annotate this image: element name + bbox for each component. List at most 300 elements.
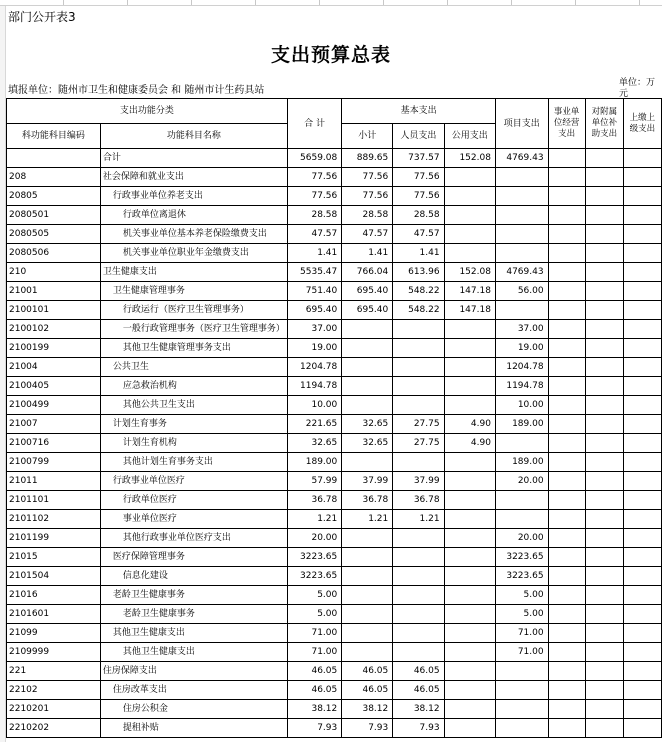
cell-sub: 77.56 [342, 168, 393, 187]
cell-code: 21015 [7, 548, 101, 567]
cell-code: 2100101 [7, 301, 101, 320]
cell-per: 548.22 [393, 282, 444, 301]
table-row [7, 491, 662, 510]
cell-per: 1.21 [393, 510, 444, 529]
cell-upper [623, 529, 661, 548]
cell-proj: 20.00 [495, 529, 548, 548]
cell-total: 10.00 [287, 396, 341, 415]
cell-per [393, 453, 444, 472]
cell-subsidy [585, 472, 623, 491]
table-row [7, 225, 662, 244]
cell-upper [623, 358, 661, 377]
cell-per: 737.57 [393, 149, 444, 168]
cell-pub [444, 453, 495, 472]
cell-ent [548, 643, 585, 662]
cell-code: 2100199 [7, 339, 101, 358]
cell-code: 2210201 [7, 700, 101, 719]
cell-pub [444, 681, 495, 700]
cell-upper [623, 282, 661, 301]
cell-pub [444, 624, 495, 643]
cell-pub [444, 510, 495, 529]
cell-per: 77.56 [393, 187, 444, 206]
cell-subsidy [585, 282, 623, 301]
cell-per [393, 529, 444, 548]
cell-per: 27.75 [393, 415, 444, 434]
table-row [7, 244, 662, 263]
cell-ent [548, 301, 585, 320]
cell-pub [444, 548, 495, 567]
cell-proj: 189.00 [495, 453, 548, 472]
cell-code: 2210202 [7, 719, 101, 738]
table-row [7, 149, 662, 168]
filling-unit: 填报单位：随州市卫生和健康委员会 和 随州市计生药具站 [8, 85, 265, 96]
cell-proj [495, 168, 548, 187]
cell-name: 机关事业单位基本养老保险缴费支出 [100, 225, 287, 244]
cell-name: 提租补贴 [100, 719, 287, 738]
cell-name: 公共卫生 [100, 358, 287, 377]
budget-table [6, 98, 662, 738]
cell-total: 77.56 [287, 168, 341, 187]
header-public: 公用支出 [444, 124, 495, 149]
cell-total: 5659.08 [287, 149, 341, 168]
cell-subsidy [585, 586, 623, 605]
cell-subsidy [585, 624, 623, 643]
cell-ent [548, 339, 585, 358]
cell-total: 47.57 [287, 225, 341, 244]
cell-total: 1.41 [287, 244, 341, 263]
table-row [7, 415, 662, 434]
table-row [7, 282, 662, 301]
cell-per: 47.57 [393, 225, 444, 244]
cell-code: 2109999 [7, 643, 101, 662]
cell-proj: 189.00 [495, 415, 548, 434]
cell-ent [548, 244, 585, 263]
cell-code: 22102 [7, 681, 101, 700]
table-tag: 部门公开表3 [8, 10, 76, 24]
cell-code [7, 149, 101, 168]
header-upper: 上缴上级支出 [623, 99, 661, 149]
cell-per [393, 377, 444, 396]
cell-name: 机关事业单位职业年金缴费支出 [100, 244, 287, 263]
cell-name: 一般行政管理事务（医疗卫生管理事务） [100, 320, 287, 339]
cell-sub: 38.12 [342, 700, 393, 719]
cell-subsidy [585, 700, 623, 719]
cell-upper [623, 415, 661, 434]
cell-ent [548, 472, 585, 491]
cell-subsidy [585, 187, 623, 206]
cell-subsidy [585, 643, 623, 662]
cell-subsidy [585, 510, 623, 529]
cell-sub: 37.99 [342, 472, 393, 491]
cell-sub [342, 643, 393, 662]
cell-pub [444, 700, 495, 719]
cell-per [393, 643, 444, 662]
cell-subsidy [585, 396, 623, 415]
cell-ent [548, 453, 585, 472]
cell-name: 计划生育事务 [100, 415, 287, 434]
header-subtotal: 小计 [342, 124, 393, 149]
cell-sub [342, 624, 393, 643]
cell-total: 38.12 [287, 700, 341, 719]
header-project: 项目支出 [495, 99, 548, 149]
table-row [7, 681, 662, 700]
cell-proj [495, 510, 548, 529]
cell-name: 老龄卫生健康事务 [100, 605, 287, 624]
cell-subsidy [585, 206, 623, 225]
cell-proj [495, 719, 548, 738]
cell-name: 行政单位医疗 [100, 491, 287, 510]
cell-upper [623, 719, 661, 738]
cell-code: 208 [7, 168, 101, 187]
cell-total: 20.00 [287, 529, 341, 548]
cell-pub: 147.18 [444, 282, 495, 301]
cell-proj [495, 187, 548, 206]
cell-proj [495, 206, 548, 225]
cell-pub: 4.90 [444, 415, 495, 434]
cell-proj [495, 244, 548, 263]
cell-per: 36.78 [393, 491, 444, 510]
cell-code: 2100799 [7, 453, 101, 472]
cell-subsidy [585, 225, 623, 244]
cell-per: 28.58 [393, 206, 444, 225]
cell-name: 其他卫生健康支出 [100, 643, 287, 662]
cell-code: 2101199 [7, 529, 101, 548]
cell-pub [444, 586, 495, 605]
cell-per: 37.99 [393, 472, 444, 491]
cell-upper [623, 548, 661, 567]
cell-pub [444, 339, 495, 358]
cell-name: 其他行政事业单位医疗支出 [100, 529, 287, 548]
cell-ent [548, 149, 585, 168]
cell-total: 37.00 [287, 320, 341, 339]
cell-subsidy [585, 301, 623, 320]
cell-sub [342, 605, 393, 624]
cell-subsidy [585, 662, 623, 681]
cell-proj: 3223.65 [495, 567, 548, 586]
cell-subsidy [585, 453, 623, 472]
cell-ent [548, 358, 585, 377]
cell-subsidy [585, 168, 623, 187]
cell-pub [444, 396, 495, 415]
cell-sub: 1.21 [342, 510, 393, 529]
cell-upper [623, 225, 661, 244]
cell-upper [623, 491, 661, 510]
cell-subsidy [585, 377, 623, 396]
cell-total: 5535.47 [287, 263, 341, 282]
cell-total: 19.00 [287, 339, 341, 358]
cell-ent [548, 377, 585, 396]
cell-ent [548, 168, 585, 187]
header-enterprise: 事业单位经营支出 [548, 99, 585, 149]
cell-subsidy [585, 681, 623, 700]
header-func-class: 支出功能分类 [7, 99, 288, 124]
cell-sub: 695.40 [342, 282, 393, 301]
cell-pub: 152.08 [444, 263, 495, 282]
cell-code: 2101601 [7, 605, 101, 624]
cell-total: 46.05 [287, 662, 341, 681]
cell-name: 行政单位离退休 [100, 206, 287, 225]
cell-subsidy [585, 244, 623, 263]
cell-ent [548, 396, 585, 415]
cell-total: 71.00 [287, 643, 341, 662]
cell-code: 2101101 [7, 491, 101, 510]
cell-per [393, 320, 444, 339]
cell-sub [342, 567, 393, 586]
table-row [7, 472, 662, 491]
cell-sub: 32.65 [342, 434, 393, 453]
cell-sub [342, 396, 393, 415]
cell-subsidy [585, 149, 623, 168]
cell-per: 548.22 [393, 301, 444, 320]
cell-upper [623, 396, 661, 415]
cell-pub [444, 605, 495, 624]
cell-upper [623, 168, 661, 187]
table-row [7, 358, 662, 377]
cell-upper [623, 244, 661, 263]
cell-name: 其他计划生育事务支出 [100, 453, 287, 472]
cell-pub: 152.08 [444, 149, 495, 168]
cell-proj [495, 301, 548, 320]
cell-upper [623, 624, 661, 643]
cell-code: 2101504 [7, 567, 101, 586]
cell-name: 行政事业单位医疗 [100, 472, 287, 491]
cell-per: 7.93 [393, 719, 444, 738]
header-personnel: 人员支出 [393, 124, 444, 149]
cell-pub [444, 491, 495, 510]
cell-subsidy [585, 529, 623, 548]
cell-sub: 46.05 [342, 662, 393, 681]
cell-code: 21016 [7, 586, 101, 605]
cell-per [393, 586, 444, 605]
cell-upper [623, 700, 661, 719]
cell-sub: 46.05 [342, 681, 393, 700]
cell-proj: 4769.43 [495, 263, 548, 282]
cell-proj: 19.00 [495, 339, 548, 358]
cell-sub: 889.65 [342, 149, 393, 168]
cell-pub [444, 320, 495, 339]
cell-upper [623, 586, 661, 605]
cell-subsidy [585, 320, 623, 339]
cell-total: 57.99 [287, 472, 341, 491]
cell-sub: 28.58 [342, 206, 393, 225]
cell-proj: 20.00 [495, 472, 548, 491]
cell-proj [495, 700, 548, 719]
table-row [7, 510, 662, 529]
cell-total: 3223.65 [287, 548, 341, 567]
cell-total: 46.05 [287, 681, 341, 700]
cell-ent [548, 700, 585, 719]
table-row [7, 529, 662, 548]
cell-sub [342, 358, 393, 377]
cell-subsidy [585, 434, 623, 453]
cell-code: 21011 [7, 472, 101, 491]
cell-subsidy [585, 415, 623, 434]
cell-proj: 37.00 [495, 320, 548, 339]
cell-sub [342, 453, 393, 472]
cell-name: 计划生育机构 [100, 434, 287, 453]
header-code: 科功能科目编码 [7, 124, 101, 149]
cell-ent [548, 548, 585, 567]
cell-name: 老龄卫生健康事务 [100, 586, 287, 605]
cell-sub [342, 320, 393, 339]
cell-subsidy [585, 263, 623, 282]
cell-code: 2100499 [7, 396, 101, 415]
cell-total: 1194.78 [287, 377, 341, 396]
cell-code: 21007 [7, 415, 101, 434]
table-row [7, 187, 662, 206]
cell-name: 其他卫生健康支出 [100, 624, 287, 643]
header-subsidy: 对附属单位补助支出 [585, 99, 623, 149]
cell-upper [623, 339, 661, 358]
cell-pub: 147.18 [444, 301, 495, 320]
cell-per: 1.41 [393, 244, 444, 263]
cell-name: 住房保障支出 [100, 662, 287, 681]
cell-ent [548, 415, 585, 434]
cell-pub [444, 358, 495, 377]
cell-pub [444, 472, 495, 491]
cell-code: 21099 [7, 624, 101, 643]
cell-ent [548, 605, 585, 624]
cell-upper [623, 320, 661, 339]
cell-total: 1.21 [287, 510, 341, 529]
cell-total: 28.58 [287, 206, 341, 225]
cell-total: 36.78 [287, 491, 341, 510]
cell-name: 卫生健康支出 [100, 263, 287, 282]
cell-code: 2100405 [7, 377, 101, 396]
cell-sub: 77.56 [342, 187, 393, 206]
cell-sub [342, 548, 393, 567]
cell-sub: 1.41 [342, 244, 393, 263]
cell-proj [495, 491, 548, 510]
cell-code: 2080505 [7, 225, 101, 244]
cell-proj [495, 662, 548, 681]
cell-upper [623, 187, 661, 206]
cell-proj [495, 681, 548, 700]
cell-upper [623, 643, 661, 662]
cell-pub [444, 719, 495, 738]
cell-proj: 5.00 [495, 586, 548, 605]
cell-code: 2100716 [7, 434, 101, 453]
table-row [7, 377, 662, 396]
cell-sub [342, 529, 393, 548]
cell-ent [548, 263, 585, 282]
cell-upper [623, 453, 661, 472]
cell-ent [548, 187, 585, 206]
table-row [7, 700, 662, 719]
cell-upper [623, 681, 661, 700]
cell-total: 7.93 [287, 719, 341, 738]
cell-per [393, 567, 444, 586]
cell-proj [495, 225, 548, 244]
cell-subsidy [585, 567, 623, 586]
cell-per [393, 624, 444, 643]
table-row [7, 643, 662, 662]
cell-name: 住房改革支出 [100, 681, 287, 700]
cell-sub: 36.78 [342, 491, 393, 510]
cell-sub [342, 377, 393, 396]
cell-sub: 7.93 [342, 719, 393, 738]
cell-ent [548, 662, 585, 681]
cell-upper [623, 567, 661, 586]
cell-proj: 56.00 [495, 282, 548, 301]
cell-upper [623, 510, 661, 529]
cell-upper [623, 605, 661, 624]
table-row [7, 301, 662, 320]
cell-upper [623, 434, 661, 453]
unit-label: 单位：万元 [619, 78, 656, 99]
cell-name: 卫生健康管理事务 [100, 282, 287, 301]
cell-ent [548, 624, 585, 643]
cell-per [393, 396, 444, 415]
cell-pub [444, 244, 495, 263]
cell-ent [548, 681, 585, 700]
cell-sub: 32.65 [342, 415, 393, 434]
cell-proj: 71.00 [495, 643, 548, 662]
cell-name: 行政运行（医疗卫生管理事务） [100, 301, 287, 320]
cell-name: 社会保障和就业支出 [100, 168, 287, 187]
cell-proj: 1204.78 [495, 358, 548, 377]
cell-total: 77.56 [287, 187, 341, 206]
cell-ent [548, 282, 585, 301]
cell-ent [548, 510, 585, 529]
cell-pub: 4.90 [444, 434, 495, 453]
cell-ent [548, 586, 585, 605]
header-total: 合 计 [287, 99, 341, 149]
cell-name: 其他卫生健康管理事务支出 [100, 339, 287, 358]
table-row [7, 320, 662, 339]
cell-name: 信息化建设 [100, 567, 287, 586]
cell-sub: 695.40 [342, 301, 393, 320]
cell-ent [548, 320, 585, 339]
cell-total: 5.00 [287, 605, 341, 624]
cell-total: 5.00 [287, 586, 341, 605]
cell-name: 应急救治机构 [100, 377, 287, 396]
table-row [7, 339, 662, 358]
cell-pub [444, 643, 495, 662]
cell-ent [548, 529, 585, 548]
table-row [7, 605, 662, 624]
cell-per [393, 339, 444, 358]
cell-code: 2080506 [7, 244, 101, 263]
cell-per: 38.12 [393, 700, 444, 719]
cell-upper [623, 149, 661, 168]
cell-upper [623, 206, 661, 225]
cell-code: 20805 [7, 187, 101, 206]
cell-name: 医疗保障管理事务 [100, 548, 287, 567]
table-row [7, 548, 662, 567]
cell-sub [342, 586, 393, 605]
cell-subsidy [585, 605, 623, 624]
header-name: 功能科目名称 [100, 124, 287, 149]
cell-code: 21004 [7, 358, 101, 377]
cell-proj: 1194.78 [495, 377, 548, 396]
cell-name: 合计 [100, 149, 287, 168]
cell-per: 46.05 [393, 681, 444, 700]
cell-total: 189.00 [287, 453, 341, 472]
cell-code: 221 [7, 662, 101, 681]
cell-total: 221.65 [287, 415, 341, 434]
table-row [7, 263, 662, 282]
cell-pub [444, 662, 495, 681]
cell-name: 住房公积金 [100, 700, 287, 719]
cell-proj: 4769.43 [495, 149, 548, 168]
cell-subsidy [585, 491, 623, 510]
page-title: 支出预算总表 [270, 44, 391, 66]
cell-proj: 71.00 [495, 624, 548, 643]
table-row [7, 662, 662, 681]
table-row [7, 168, 662, 187]
cell-sub: 766.04 [342, 263, 393, 282]
